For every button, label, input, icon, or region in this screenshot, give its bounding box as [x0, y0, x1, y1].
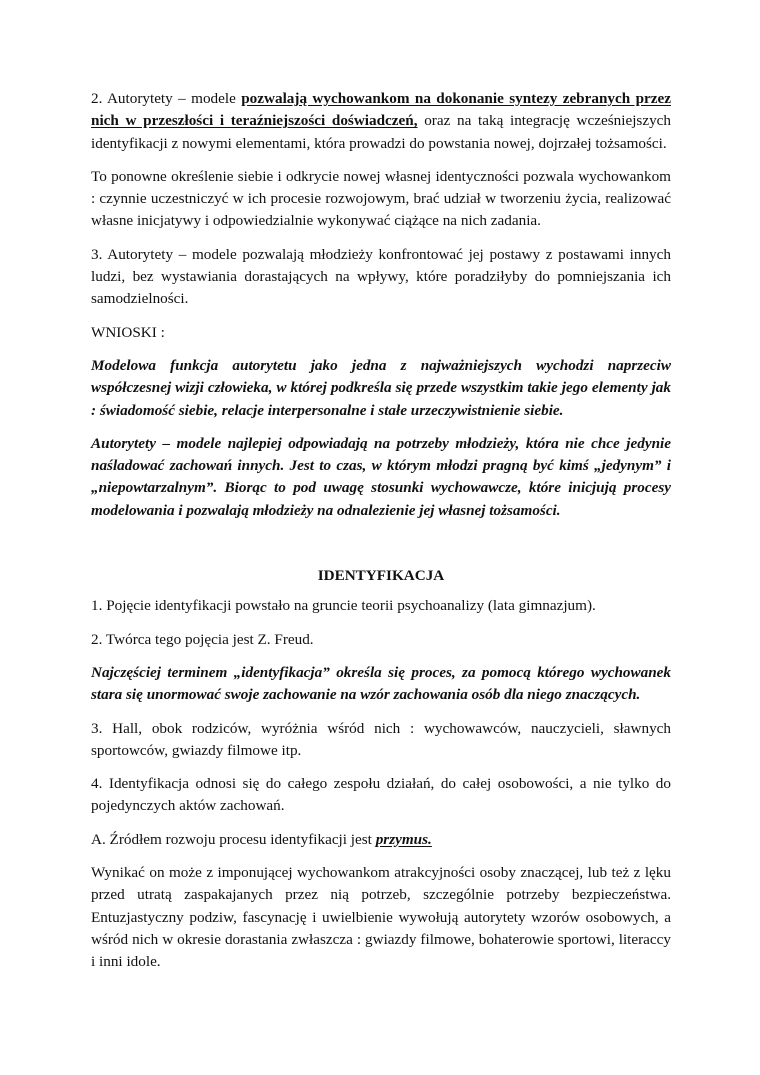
list-item-source — [91, 829, 671, 851]
conclusions-label: WNIOSKI : — [91, 323, 165, 341]
conclusion-youth-needs: Autorytety – modele najlepiej odpowiadają na potrzeby młodzieży, która nie chce jedynie naśladować zachowań innych. Jest to czas, w którym młodzi pragną być kimś „jedynym” i „niepowtarzalnym”. Biorąc to pod uwagę stosunki wychowawcze, które inicjują procesy modelowania i pozwalają młodzieży na odnalezienie jej własnej tożsamości. — [91, 434, 671, 519]
paragraph-authority-confrontation: 3. Autorytety – modele pozwalają młodzieży konfrontować jej postawy z postawami innych ludzi, bez wystawiania dorastających na wpływy, które poradziłyby do pomniejszania ich samodzielności. — [91, 245, 671, 308]
list-item-scope: 4. Identyfikacja odnosi się do całego zespołu działań, do całej osobowości, a nie tylko do pojedynczych aktów zachowań. — [91, 775, 671, 815]
list-item-creator: 2. Twórca tego pojęcia jest Z. Freud. — [91, 630, 314, 648]
paragraph-source-explanation: Wynikać on może z imponującej wychowankom atrakcyjności osoby znaczącej, lub też z lęku przed utratą zaspakajanych przez nią potrzeb, szczególnie potrzeby bezpieczeństwa. Entuzjastyczny podziw, fascynację i uwielbienie wywołują autorytety wzorów osobowych, a wśród nich w okresie dorastania zwłaszcza : gwiazdy filmowe, bohaterowie sportowi, literaccy i inni idole. — [91, 864, 671, 971]
paragraph-self-definition: To ponowne określenie siebie i odkrycie nowej własnej identyczności pozwala wychowankom : czynnie uczestniczyć w ich procesie rozwojowym, brać udział w tworzeniu życia, realizować własne inicjatywy i odpowiedzialnie wykonywać ciążące na nich zadania. — [91, 167, 671, 230]
paragraph-suffix: oraz na taką integrację wcześniejszych identyfikacji z nowymi elementami, która prowadzi do powstania nowej, dojrzałej tożsamości. — [91, 112, 671, 152]
paragraph-authority-synthesis — [91, 88, 671, 155]
list-item-origin: 1. Pojęcie identyfikacji powstało na gruncie teorii psychoanalizy (lata gimnazjum). — [91, 597, 596, 615]
list-item-hall: 3. Hall, obok rodziców, wyróżnia wśród nich : wychowawców, nauczycieli, sławnych sportowców, gwiazdy filmowe itp. — [91, 719, 671, 759]
document-page — [91, 88, 671, 985]
section-heading: IDENTYFIKACJA — [317, 567, 445, 585]
conclusion-model-function: Modelowa funkcja autorytetu jako jedna z najważniejszych wychodzi naprzeciw współczesnej wizji człowieka, w której podkreśla się przede wszystkim takie jego elementy jak : świadomość siebie, relacje interpersonalne i stałe urzeczywistnienie siebie. — [91, 356, 671, 419]
source-prefix: A. Źródłem rozwoju procesu identyfikacji jest — [91, 830, 376, 848]
source-emphasis: przymus. — [375, 830, 432, 848]
paragraph-prefix: 2. Autorytety – modele — [91, 90, 242, 107]
identification-definition: Najczęściej terminem „identyfikacja” określa się proces, za pomocą którego wychowanek stara się unormować swoje zachowanie na wzór zachowania osób dla niego znaczących. — [91, 663, 671, 704]
emphasized-text: pozwalają wychowankom na dokonanie syntezy zebranych przez nich w przeszłości i teraźniejszości doświadczeń, — [91, 90, 672, 130]
